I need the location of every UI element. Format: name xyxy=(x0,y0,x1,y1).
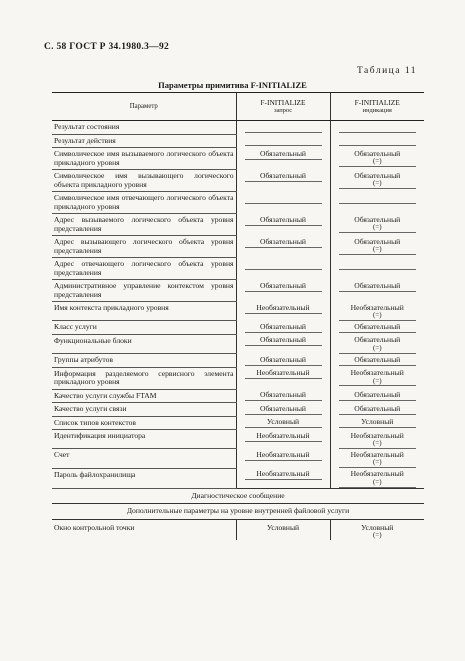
table-row xyxy=(52,449,424,468)
row-indication-mark: (=) xyxy=(372,477,382,486)
table-row xyxy=(52,170,424,192)
row-indication xyxy=(330,214,424,236)
row-indication-cell xyxy=(339,123,417,133)
row-request-value xyxy=(245,123,322,133)
table-header-row xyxy=(52,93,424,121)
row-param: Функциональные блоки xyxy=(52,334,236,353)
row-indication-mark: (=) xyxy=(372,223,382,231)
row-request xyxy=(236,258,330,280)
row-indication-value: Необязательный xyxy=(350,449,404,459)
row-indication xyxy=(330,321,424,335)
row-indication-mark: (=) xyxy=(372,531,382,540)
row-indication xyxy=(330,302,424,321)
row-indication-cell xyxy=(339,282,417,292)
row-param: Качество услуги связи xyxy=(52,403,236,417)
row-request-value: Необязательный xyxy=(245,470,322,480)
row-param: Результат состояния xyxy=(52,121,236,135)
row-param: Качество услуги службы FTAM xyxy=(52,389,236,403)
row-param: Адрес вызываемого логического объекта уровня представления xyxy=(52,214,236,236)
section-extra-label: Дополнительные параметры на уровне внутренней файловой услуги xyxy=(52,504,424,520)
row-request xyxy=(236,280,330,302)
row-indication xyxy=(330,170,424,192)
row-indication-value: Обязательный xyxy=(354,214,401,224)
row-indication-value: Условный xyxy=(361,417,394,427)
row-indication xyxy=(330,519,424,540)
row-param: Символическое имя вызывающего логического объекта прикладного уровня xyxy=(52,170,236,192)
row-indication-value: Условный xyxy=(361,522,394,532)
row-indication xyxy=(330,236,424,258)
row-request xyxy=(236,416,330,430)
row-request xyxy=(236,468,330,488)
row-request-value: Обязательный xyxy=(245,391,322,401)
row-request xyxy=(236,236,330,258)
row-request-value xyxy=(245,136,322,146)
row-indication-value: Обязательный xyxy=(354,236,401,246)
row-request-value xyxy=(245,260,322,270)
row-request xyxy=(236,302,330,321)
row-indication-cell xyxy=(339,136,417,146)
row-indication xyxy=(330,334,424,353)
table-row xyxy=(52,214,424,236)
row-param: Адрес вызывающего логического объекта уровня представления xyxy=(52,236,236,258)
table-row xyxy=(52,280,424,302)
row-indication-value: Обязательный xyxy=(354,354,401,364)
row-indication-cell xyxy=(339,323,417,333)
table-row xyxy=(52,403,424,417)
row-indication xyxy=(330,134,424,148)
row-param: Результат действия xyxy=(52,134,236,148)
row-param: Символическое имя вызываемого логического объекта прикладного уровня xyxy=(52,148,236,170)
row-request xyxy=(236,192,330,214)
row-request xyxy=(236,403,330,417)
header-request xyxy=(236,93,330,121)
section-extra xyxy=(52,504,424,520)
header-indication xyxy=(330,93,424,121)
row-request-value: Обязательный xyxy=(245,172,322,182)
row-request-value: Необязательный xyxy=(245,432,322,442)
row-indication xyxy=(330,449,424,468)
row-request-value: Обязательный xyxy=(245,405,322,415)
row-request-value: Обязательный xyxy=(245,238,322,248)
header-request-title: F-INITIALIZE xyxy=(260,97,306,107)
header-param: Параметр xyxy=(52,93,236,121)
row-request-value: Обязательный xyxy=(245,216,322,226)
row-request-value: Обязательный xyxy=(245,323,322,333)
table-body xyxy=(52,121,424,489)
row-param: Пароль файлохранилища xyxy=(52,468,236,488)
row-param: Идентификация инициатора xyxy=(52,430,236,449)
row-indication-cell xyxy=(339,356,417,366)
row-indication-value: Обязательный xyxy=(354,280,401,290)
section-diagnostic-label: Диагностическое сообщение xyxy=(52,488,424,504)
row-param: Адрес отвечающего логического объекта уровня представления xyxy=(52,258,236,280)
row-request xyxy=(236,430,330,449)
row-indication-cell xyxy=(339,216,417,233)
row-indication-value: Обязательный xyxy=(354,170,401,180)
row-indication-cell xyxy=(339,304,417,321)
row-indication xyxy=(330,192,424,214)
row-indication-value: Обязательный xyxy=(354,390,401,400)
row-request xyxy=(236,134,330,148)
row-indication-mark: (=) xyxy=(372,157,382,165)
row-indication-cell xyxy=(339,391,417,401)
row-indication xyxy=(330,280,424,302)
row-indication-cell xyxy=(339,336,417,353)
table-row xyxy=(52,121,424,135)
row-indication-cell xyxy=(339,451,417,468)
row-indication-cell xyxy=(339,150,417,167)
row-param: Имя контекста прикладного уровня xyxy=(52,302,236,321)
row-param: Счет xyxy=(52,449,236,468)
row-request xyxy=(236,334,330,353)
row-request xyxy=(236,389,330,403)
row-indication xyxy=(330,389,424,403)
row-indication-mark: (=) xyxy=(372,376,382,385)
row-indication-value: Необязательный xyxy=(350,368,404,378)
table-row xyxy=(52,430,424,449)
table-row xyxy=(52,134,424,148)
row-request xyxy=(236,121,330,135)
row-indication-cell xyxy=(339,432,417,449)
row-request-value xyxy=(245,194,322,204)
table-row xyxy=(52,302,424,321)
row-indication xyxy=(330,403,424,417)
row-param: Символическое имя отвечающего логического объекта прикладного уровня xyxy=(52,192,236,214)
row-indication-mark: (=) xyxy=(372,245,382,253)
row-indication-mark: (=) xyxy=(372,311,382,319)
row-indication xyxy=(330,468,424,488)
row-request: Условный xyxy=(236,519,330,540)
row-indication xyxy=(330,354,424,368)
row-request-value: Условный xyxy=(245,418,322,428)
row-request-value: Обязательный xyxy=(245,282,322,292)
row-indication xyxy=(330,121,424,135)
table-number: Таблица 11 xyxy=(356,66,417,76)
row-indication-value: Необязательный xyxy=(350,302,404,312)
row-indication xyxy=(330,367,424,389)
row-request xyxy=(236,449,330,468)
row-indication xyxy=(330,258,424,280)
header-indication-title: F-INITIALIZE xyxy=(354,97,400,107)
row-indication xyxy=(330,430,424,449)
table-row xyxy=(52,468,424,488)
row-indication-cell xyxy=(339,405,417,415)
row-param: Административное управление контекстом уровня представления xyxy=(52,280,236,302)
section-diagnostic xyxy=(52,488,424,504)
row-indication-mark: (=) xyxy=(372,439,382,448)
row-request xyxy=(236,354,330,368)
row-param: Окно контрольной точки xyxy=(52,519,236,540)
table-row xyxy=(52,354,424,368)
header-request-sub: запрос xyxy=(273,107,293,115)
row-indication xyxy=(330,416,424,430)
row-indication-value: Обязательный xyxy=(354,148,401,158)
parameters-table xyxy=(52,92,424,540)
row-indication xyxy=(330,148,424,170)
row-indication-cell xyxy=(339,238,417,255)
row-indication-mark: (=) xyxy=(372,458,382,467)
table-row xyxy=(52,148,424,170)
row-indication-mark: (=) xyxy=(372,343,382,352)
row-request xyxy=(236,170,330,192)
table-row xyxy=(52,258,424,280)
row-param: Информация разделяемого сервисного элемента прикладного уровня xyxy=(52,367,236,389)
row-indication-mark: (=) xyxy=(372,179,382,187)
row-indication-cell xyxy=(339,172,417,189)
table-caption: Параметры примитива F-INITIALIZE xyxy=(158,80,307,90)
row-param: Группы атрибутов xyxy=(52,354,236,368)
table-row xyxy=(52,236,424,258)
row-indication-cell xyxy=(339,194,417,204)
table-row xyxy=(52,334,424,353)
row-indication-value: Обязательный xyxy=(354,321,401,331)
row-request-value: Обязательный xyxy=(245,356,322,366)
row-request xyxy=(236,148,330,170)
row-indication-cell xyxy=(339,470,417,487)
row-indication-cell xyxy=(339,260,417,270)
header-indication-sub: индикация xyxy=(362,107,392,115)
table-row xyxy=(52,389,424,403)
row-param: Класс услуги xyxy=(52,321,236,335)
row-request xyxy=(236,321,330,335)
row-request-value: Необязательный xyxy=(245,451,322,461)
row-request-value: Обязательный xyxy=(245,336,322,346)
row-indication-cell xyxy=(339,369,417,386)
row-indication-value: Необязательный xyxy=(350,430,404,440)
row-indication-value: Обязательный xyxy=(354,403,401,413)
page-header: С. 58 ГОСТ Р 34.1980.3—92 xyxy=(44,42,170,52)
table-row xyxy=(52,321,424,335)
row-indication-cell xyxy=(339,418,417,428)
row-request-value: Необязательный xyxy=(245,304,322,314)
table-row xyxy=(52,519,424,540)
row-request xyxy=(236,367,330,389)
row-request-value: Обязательный xyxy=(245,150,322,160)
row-indication-value: Обязательный xyxy=(354,335,401,345)
row-request xyxy=(236,214,330,236)
table-row xyxy=(52,367,424,389)
row-indication-value: Необязательный xyxy=(350,469,404,479)
row-request-value: Необязательный xyxy=(245,369,322,379)
table-row xyxy=(52,192,424,214)
table-row xyxy=(52,416,424,430)
row-param: Список типов контекстов xyxy=(52,416,236,430)
